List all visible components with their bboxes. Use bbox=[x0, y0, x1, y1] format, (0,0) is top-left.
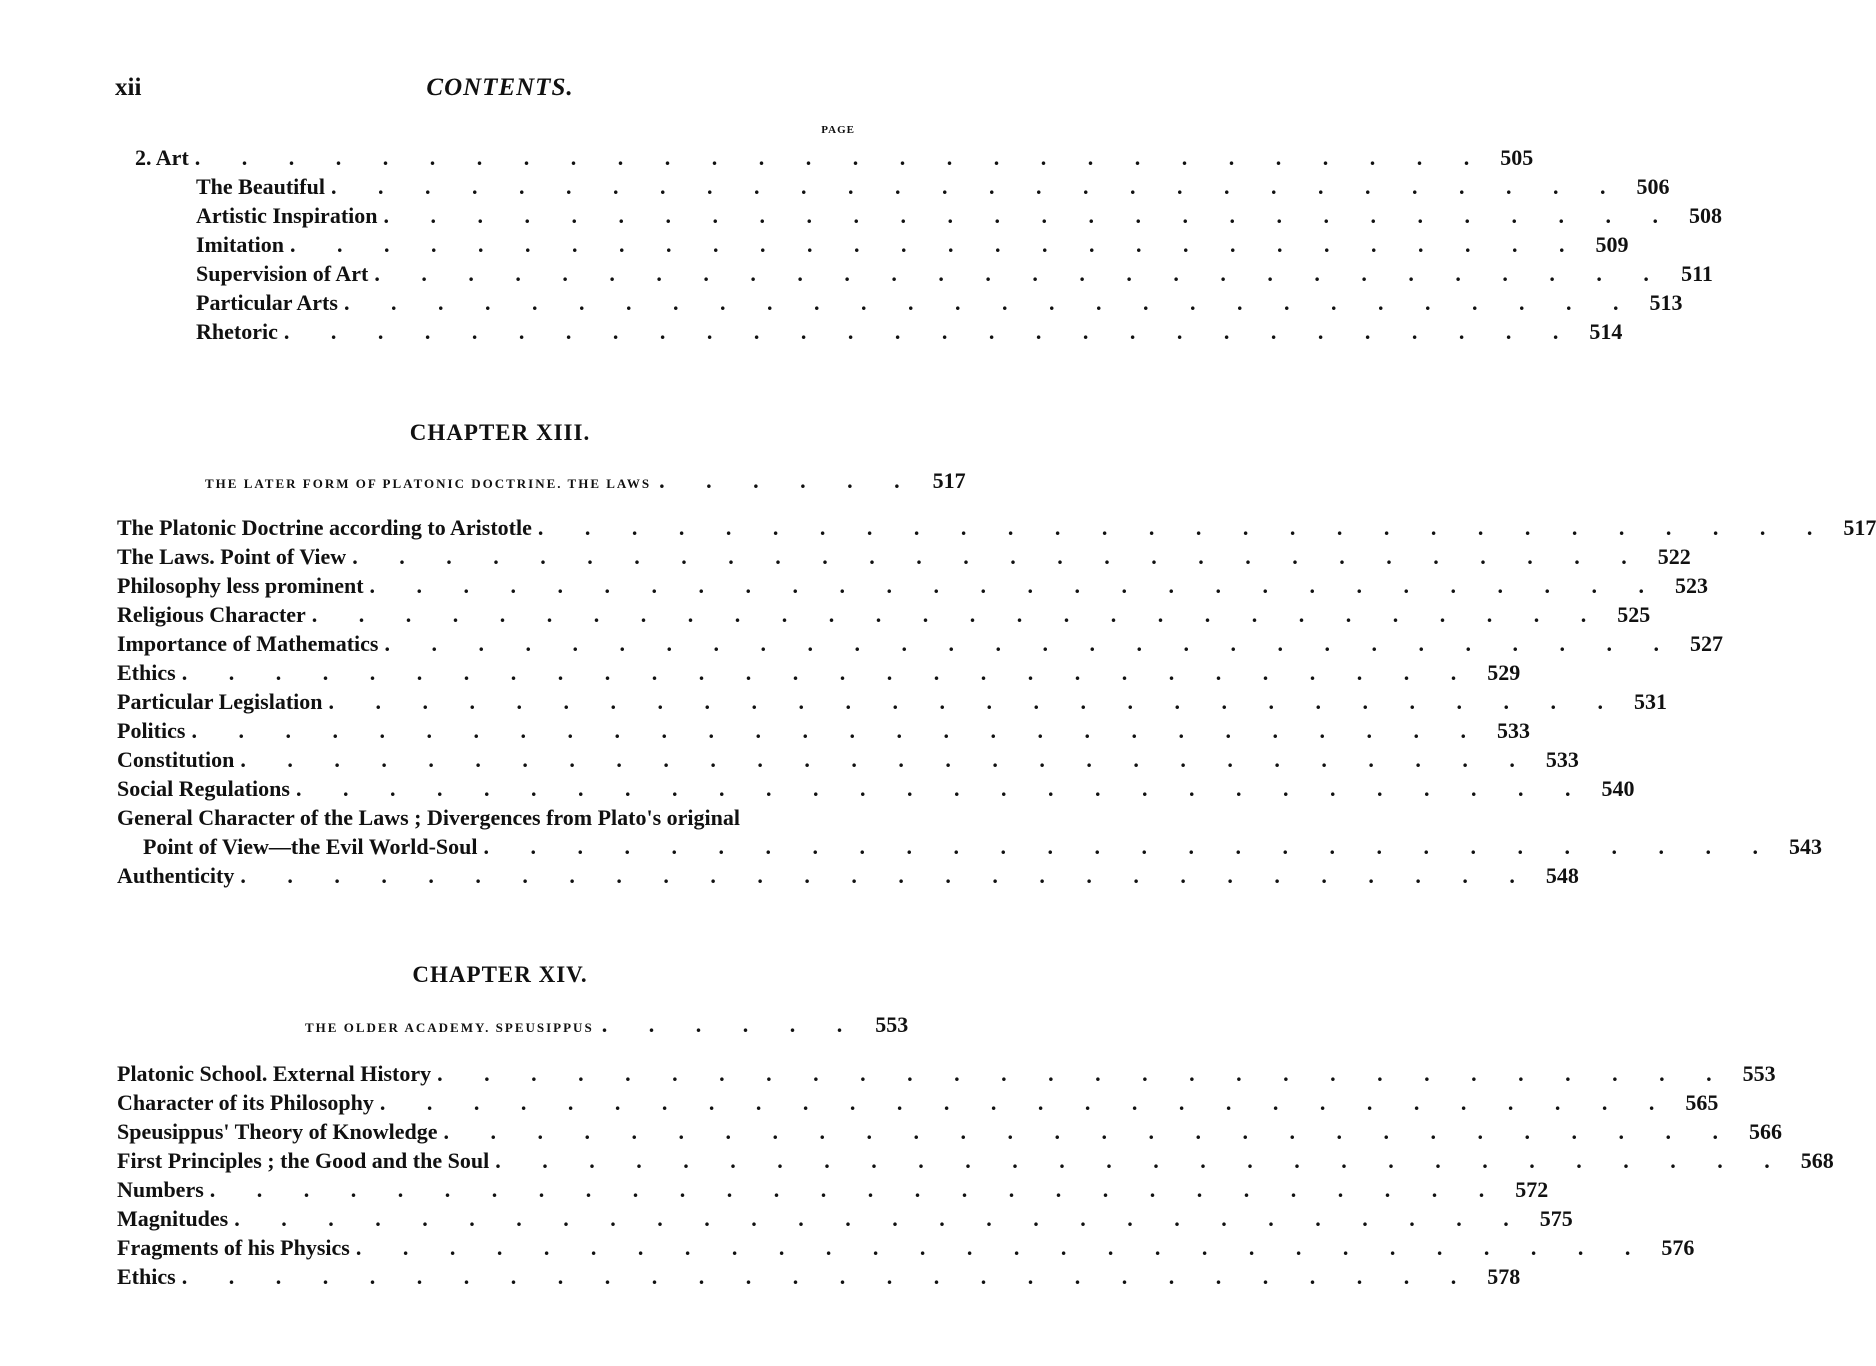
dot-leader: . . . . . . . . . . . . . . . . . . . . . . . . . . . . bbox=[181, 660, 1475, 685]
toc-entry-title: Supervision of Art bbox=[196, 261, 369, 286]
toc-entry-page: 529 bbox=[1487, 660, 1521, 685]
toc-entry bbox=[196, 201, 1722, 230]
dot-leader: . . . . . . . . . . . . . . . . . . . . . . . . . . . . bbox=[240, 747, 1533, 772]
toc-entry bbox=[117, 542, 1691, 571]
toc-entry bbox=[117, 1262, 1521, 1291]
toc-entry bbox=[117, 803, 855, 832]
toc-entry-title: Rhetoric bbox=[196, 319, 278, 344]
toc-entry bbox=[135, 143, 1534, 172]
toc-entry-title: Philosophy less prominent bbox=[117, 573, 364, 598]
toc-entry-page: 533 bbox=[1545, 747, 1579, 772]
toc-entry-page: 575 bbox=[1539, 1206, 1573, 1231]
toc-entry-title: Politics bbox=[117, 718, 186, 743]
chapter-subtitle-text: THE OLDER ACADEMY. SPEUSIPPUS bbox=[305, 1020, 594, 1035]
toc-entry-title: Authenticity bbox=[117, 863, 235, 888]
toc-entry bbox=[117, 687, 1668, 716]
dot-leader: . . . . . . . . . . . . . . . . . . . . . . . . . . . . bbox=[328, 689, 1622, 714]
page-column-label: PAGE bbox=[821, 124, 855, 136]
toc-entry-page: 525 bbox=[1617, 602, 1651, 627]
dot-leader: . . . . . . bbox=[601, 1012, 861, 1037]
dot-leader: . . . . . . . . . . . . . . . . . . . . . . . . . . . . bbox=[355, 1235, 1649, 1260]
toc-entry bbox=[117, 513, 1876, 542]
toc-entry-page: 531 bbox=[1634, 689, 1668, 714]
toc-entry-title: Ethics bbox=[117, 1264, 176, 1289]
dot-leader: . . . . . . . . . . . . . . . . . . . . . . . . . . . . bbox=[240, 863, 1533, 888]
dot-leader: . . . . . . . . . . . . . . . . . . . . . . . . . . . . bbox=[374, 261, 1667, 286]
toc-entry bbox=[117, 1233, 1695, 1262]
page-number: xii bbox=[115, 74, 142, 101]
toc-entry-page: 533 bbox=[1496, 718, 1530, 743]
toc-entry-page: 540 bbox=[1601, 776, 1635, 801]
toc-entry-title: Fragments of his Physics bbox=[117, 1235, 350, 1260]
toc-entry-page: 517 bbox=[1843, 515, 1876, 540]
dot-leader: . . . . . . . . . . . . . . . . . . . . . . . . . . . . bbox=[209, 1177, 1503, 1202]
chapter-heading: CHAPTER XIV. bbox=[412, 962, 588, 987]
dot-leader: . . . . . . . . . . . . . . . . . . . . . . . . . . . . bbox=[369, 573, 1663, 598]
dot-leader: . . . . . . . . . . . . . . . . . . . . . . . . . . . . bbox=[383, 203, 1676, 228]
toc-entry-page: 566 bbox=[1749, 1119, 1783, 1144]
toc-entry bbox=[117, 1146, 1834, 1175]
toc-entry bbox=[117, 1059, 1776, 1088]
toc-entry bbox=[117, 571, 1709, 600]
toc-entry-title: 2. Art bbox=[135, 145, 189, 170]
toc-entry-title: Platonic School. External History bbox=[117, 1061, 432, 1086]
toc-entry-page: 508 bbox=[1689, 203, 1722, 228]
toc-entry bbox=[117, 600, 1651, 629]
dot-leader: . . . . . . . . . . . . . . . . . . . . . . . . . . . . bbox=[283, 319, 1577, 344]
toc-entry-title: Constitution bbox=[117, 747, 235, 772]
dot-leader: . . . . . . . . . . . . . . . . . . . . . . . . . . . . bbox=[191, 718, 1484, 743]
dot-leader: . . . . . . . . . . . . . . . . . . . . . . . . . . . . bbox=[234, 1206, 1527, 1231]
toc-entry-page: 522 bbox=[1657, 544, 1691, 569]
toc-entry-title: General Character of the Laws ; Divergences from Plato's original bbox=[117, 805, 740, 830]
dot-leader: . . . . . . . . . . . . . . . . . . . . . . . . . . . . bbox=[311, 602, 1605, 627]
toc-entry bbox=[143, 832, 1823, 861]
chapter-subtitle-page: 517 bbox=[932, 468, 966, 493]
toc-entry-title: The Beautiful bbox=[196, 174, 325, 199]
toc-entry-page: 548 bbox=[1545, 863, 1579, 888]
toc-entry-title: Imitation bbox=[196, 232, 284, 257]
toc-entry bbox=[196, 230, 1629, 259]
dot-leader: . . . . . . . . . . . . . . . . . . . . . . . . . . . . bbox=[537, 515, 1831, 540]
toc-entry-title: Ethics bbox=[117, 660, 176, 685]
toc-entry bbox=[117, 716, 1530, 745]
toc-entry-title: Particular Arts bbox=[196, 290, 338, 315]
dot-leader: . . . . . . . . . . . . . . . . . . . . . . . . . . . . bbox=[181, 1264, 1475, 1289]
toc-entry bbox=[117, 861, 1579, 890]
toc-entry-page: 511 bbox=[1681, 261, 1713, 286]
toc-entry-title: Numbers bbox=[117, 1177, 204, 1202]
toc-entry-title: Point of View—the Evil World-Soul bbox=[143, 834, 478, 859]
toc-entry bbox=[117, 1204, 1573, 1233]
toc-entry bbox=[117, 1117, 1783, 1146]
toc-entry-title: Artistic Inspiration bbox=[196, 203, 378, 228]
dot-leader: . . . . . . . . . . . . . . . . . . . . . . . . . . . . bbox=[343, 290, 1637, 315]
toc-entry-title: First Principles ; the Good and the Soul bbox=[117, 1148, 490, 1173]
toc-entry-page: 513 bbox=[1649, 290, 1683, 315]
toc-entry-page: 568 bbox=[1800, 1148, 1834, 1173]
toc-entry-page: 505 bbox=[1500, 145, 1534, 170]
dot-leader: . . . . . . . . . . . . . . . . . . . . . . . . . . . . bbox=[194, 145, 1488, 170]
toc-entry-page: 509 bbox=[1595, 232, 1629, 257]
dot-leader: . . . . . . . . . . . . . . . . . . . . . . . . . . . . bbox=[443, 1119, 1737, 1144]
chapter-subtitle-text: THE LATER FORM OF PLATONIC DOCTRINE. THE LAWS bbox=[205, 476, 652, 491]
toc-entry-page: 576 bbox=[1661, 1235, 1695, 1260]
toc-entry bbox=[117, 629, 1723, 658]
toc-entry-page: 527 bbox=[1690, 631, 1723, 656]
dot-leader: . . . . . . . . . . . . . . . . . . . . . . . . . . . . bbox=[330, 174, 1624, 199]
toc-entry-title: Religious Character bbox=[117, 602, 306, 627]
dot-leader: . . . . . . . . . . . . . . . . . . . . . . . . . . . . bbox=[295, 776, 1589, 801]
chapter-heading: CHAPTER XIII. bbox=[409, 420, 591, 445]
toc-entry-title: The Platonic Doctrine according to Aristotle bbox=[117, 515, 532, 540]
toc-entry-title: Speusippus' Theory of Knowledge bbox=[117, 1119, 438, 1144]
toc-entry-page: 578 bbox=[1487, 1264, 1521, 1289]
running-head: CONTENTS. bbox=[426, 74, 574, 101]
dot-leader: . . . . . . . . . . . . . . . . . . . . . . . . . . . . bbox=[384, 631, 1677, 656]
toc-entry-title: Social Regulations bbox=[117, 776, 290, 801]
toc-entry bbox=[196, 259, 1713, 288]
toc-entry-page: 565 bbox=[1685, 1090, 1719, 1115]
toc-entry bbox=[117, 745, 1579, 774]
toc-entry-page: 543 bbox=[1789, 834, 1823, 859]
toc-entry-title: Character of its Philosophy bbox=[117, 1090, 374, 1115]
chapter-subtitle bbox=[305, 1010, 909, 1040]
dot-leader: . . . . . . . . . . . . . . . . . . . . . . . . . . . . bbox=[379, 1090, 1673, 1115]
toc-entry bbox=[196, 172, 1670, 201]
toc-entry-title: Magnitudes bbox=[117, 1206, 229, 1231]
dot-leader: . . . . . . . . . . . . . . . . . . . . . . . . . . . . bbox=[437, 1061, 1730, 1086]
toc-entry bbox=[196, 317, 1623, 346]
toc-entry bbox=[117, 1175, 1549, 1204]
chapter-subtitle-page: 553 bbox=[875, 1012, 909, 1037]
toc-entry bbox=[117, 658, 1521, 687]
dot-leader: . . . . . . . . . . . . . . . . . . . . . . . . . . . . bbox=[352, 544, 1645, 569]
dot-leader: . . . . . . . . . . . . . . . . . . . . . . . . . . . . bbox=[483, 834, 1777, 859]
toc-entry-title: The Laws. Point of View bbox=[117, 544, 347, 569]
toc-entry-page: 506 bbox=[1636, 174, 1670, 199]
toc-entry bbox=[117, 1088, 1719, 1117]
toc-entry-title: Importance of Mathematics bbox=[117, 631, 379, 656]
toc-entry-page: 572 bbox=[1515, 1177, 1549, 1202]
toc-entry-page: 523 bbox=[1675, 573, 1709, 598]
toc-entry-title: Particular Legislation bbox=[117, 689, 323, 714]
toc-entry-page: 553 bbox=[1742, 1061, 1776, 1086]
toc-entry bbox=[196, 288, 1683, 317]
dot-leader: . . . . . . bbox=[659, 468, 918, 493]
dot-leader: . . . . . . . . . . . . . . . . . . . . . . . . . . . . bbox=[290, 232, 1583, 257]
toc-entry bbox=[117, 774, 1635, 803]
toc-entry-page: 514 bbox=[1589, 319, 1623, 344]
dot-leader: . . . . . . . . . . . . . . . . . . . . . . . . . . . . bbox=[495, 1148, 1788, 1173]
chapter-subtitle bbox=[205, 466, 966, 496]
